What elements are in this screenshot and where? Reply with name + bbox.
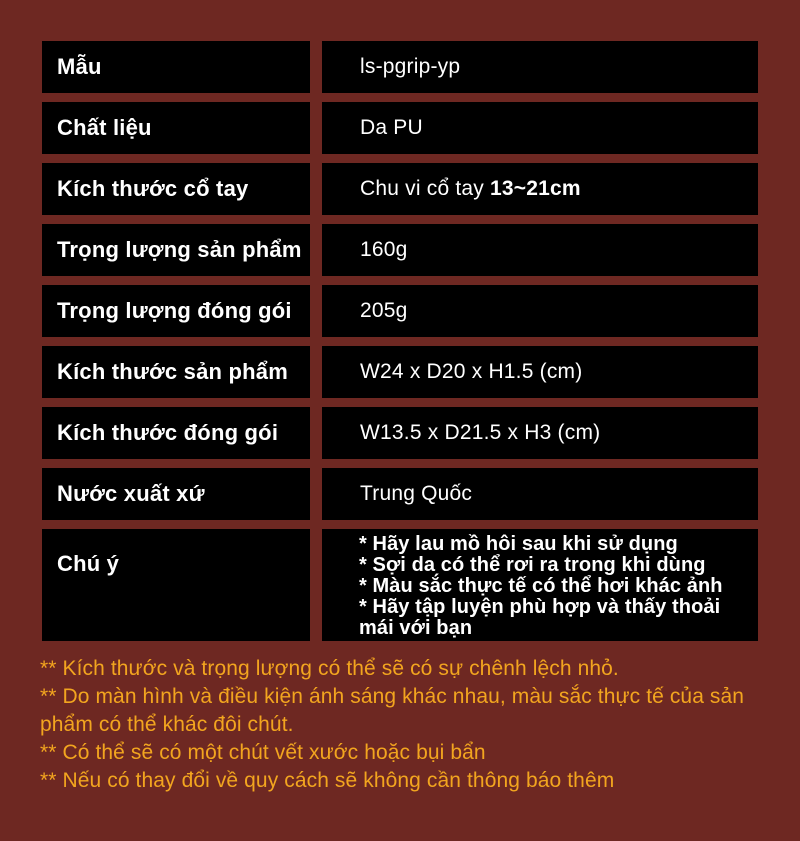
note-item: * Hãy tập luyện phù hợp và thấy thoải mái với bạn (359, 596, 721, 639)
spec-value-material: Da PU (322, 102, 758, 154)
table-row (42, 468, 758, 520)
spec-label-wrist-size: Kích thước cổ tay (42, 163, 310, 215)
footnote-line: ** Kích thước và trọng lượng có thể sẽ có sự chênh lệch nhỏ. (40, 657, 619, 680)
wrist-size-range: 13~21cm (490, 177, 581, 200)
note-item: * Hãy lau mồ hôi sau khi sử dụng (359, 533, 678, 555)
spec-label-origin: Nước xuất xứ (42, 468, 310, 520)
table-row (42, 346, 758, 398)
spec-label-package-size: Kích thước đóng gói (42, 407, 310, 459)
spec-value-wrist-size (322, 163, 758, 215)
spec-label-product-size: Kích thước sản phẩm (42, 346, 310, 398)
table-row (42, 163, 758, 215)
spec-label-model: Mẫu (42, 41, 310, 93)
spec-value-package-size: W13.5 x D21.5 x H3 (cm) (322, 407, 758, 459)
note-item: * Sợi da có thể rơi ra trong khi dùng (359, 554, 706, 576)
spec-label-packed-weight: Trọng lượng đóng gói (42, 285, 310, 337)
table-row (42, 102, 758, 154)
footnote-line: ** Do màn hình và điều kiện ánh sáng khác nhau, màu sắc thực tế của sản phẩm có thể khác đôi chút. (40, 685, 745, 736)
table-row (42, 224, 758, 276)
product-spec-table (42, 41, 758, 641)
wrist-size-prefix: Chu vi cổ tay (360, 177, 484, 200)
table-row (42, 407, 758, 459)
spec-label-material: Chất liệu (42, 102, 310, 154)
spec-value-packed-weight: 205g (322, 285, 758, 337)
table-row (42, 285, 758, 337)
table-row (42, 41, 758, 93)
spec-value-product-size: W24 x D20 x H1.5 (cm) (322, 346, 758, 398)
note-item: * Màu sắc thực tế có thể hơi khác ảnh (359, 575, 723, 597)
spec-label-notes: Chú ý (42, 529, 310, 641)
spec-value-origin: Trung Quốc (322, 468, 758, 520)
spec-value-notes (322, 529, 758, 641)
spec-label-product-weight: Trọng lượng sản phẩm (42, 224, 310, 276)
footnote-line: ** Nếu có thay đổi về quy cách sẽ không cần thông báo thêm (40, 769, 615, 792)
footnotes (40, 655, 760, 795)
spec-value-model: ls-pgrip-yp (322, 41, 758, 93)
spec-value-product-weight: 160g (322, 224, 758, 276)
table-row (42, 529, 758, 641)
footnote-line: ** Có thể sẽ có một chút vết xước hoặc bụi bẩn (40, 741, 486, 764)
